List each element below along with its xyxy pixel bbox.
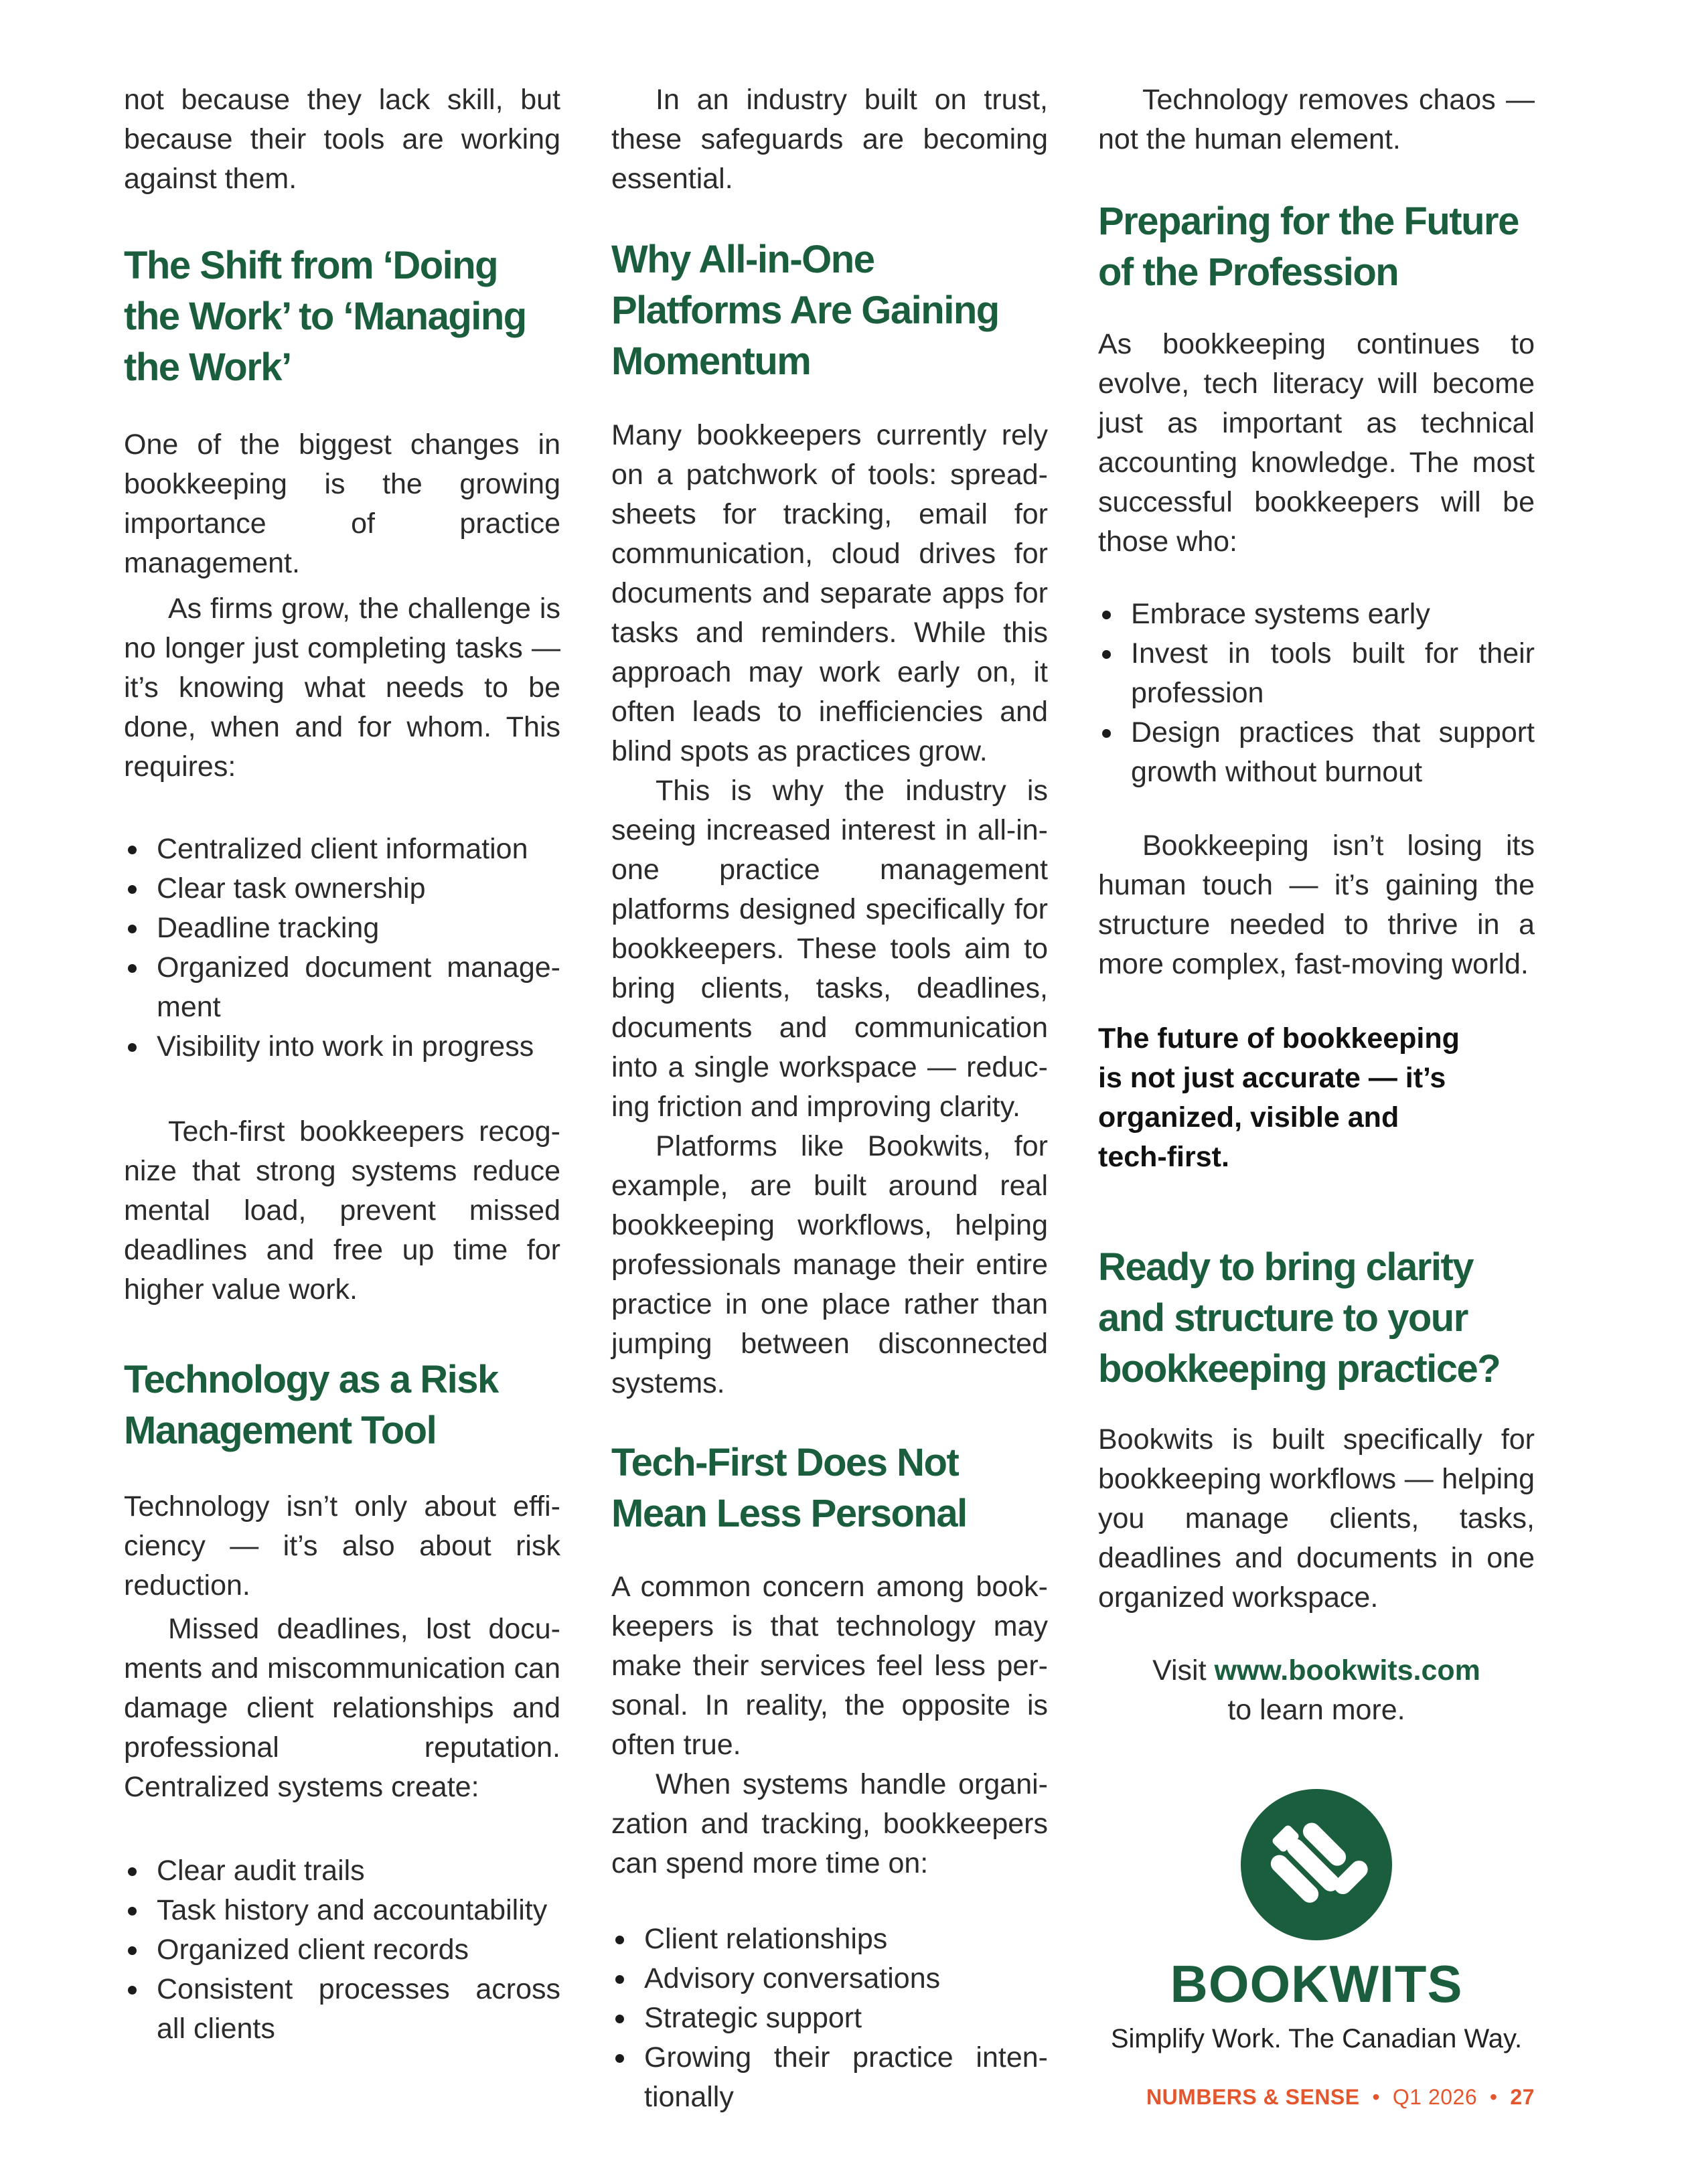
bullet-list [124, 830, 560, 1067]
bookwits-logo-icon [1241, 1789, 1392, 1940]
bullet-list [611, 1920, 1048, 2117]
paragraph: One of the biggest changes in bookkeeping is the growing importance of practice management. [124, 428, 560, 579]
visit-suffix: to learn more. [1227, 1694, 1405, 1726]
list-item: Clear task ownership [124, 869, 560, 909]
paragraph: A common concern among bookkeepers is that technology may make their services feel less personal. In reality, the opposite is often true. [611, 1571, 1048, 1761]
paragraph: In an industry built on trust, these safeguards are becoming essential. [611, 84, 1048, 195]
list-item: Invest in tools built for their profession [1098, 634, 1535, 713]
paragraph: Bookkeeping isn’t losing its human touch — it’s gaining the structure needed to thrive in a more complex, fast-moving world. [1098, 830, 1535, 980]
paragraph: Bookwits is built specifically for bookkeeping workflows — helping you manage clients, tasks, deadlines and documents in one organized workspace. [1098, 1423, 1535, 1614]
list-item: Consistent processes across all clients [124, 1970, 560, 2049]
list-item: Embrace systems early [1098, 595, 1535, 634]
paragraph: Tech-first bookkeepers recognize that strong systems reduce mental load, prevent missed deadlines and free up time for higher value work. [124, 1115, 560, 1306]
list-item: Organized client records [124, 1930, 560, 1970]
separator: • [1372, 2085, 1381, 2109]
list-item: Task history and accountability [124, 1891, 560, 1930]
bullet-list [1098, 595, 1535, 792]
list-item: Client relationships [611, 1920, 1048, 1959]
list-item: Growing their practice intentionally [611, 2038, 1048, 2117]
list-item: Organized document management [124, 948, 560, 1027]
column-3 [1098, 0, 1535, 2055]
page-number: 27 [1510, 2085, 1535, 2109]
paragraph: Technology removes chaos — not the human element. [1098, 84, 1535, 155]
paragraph: This is why the industry is seeing increased interest in all-in-one practice management platforms designed specifically for bookkeepers. These tools aim to bring clients, tasks, deadlines, documents and communication into a single workspace — reducing friction and improving clarity. [611, 775, 1048, 1123]
visit-prefix: Visit [1152, 1654, 1215, 1687]
paragraph: Many bookkeepers currently rely on a patchwork of tools: spreadsheets for tracking, email for communication, cloud drives for documents and separate apps for tasks and reminders. While this approach may work early on, it often leads to inefficiencies and blind spots as practices grow. [611, 419, 1048, 767]
list-item: Centralized client information [124, 830, 560, 869]
section-heading: Technology as a Risk Management Tool [124, 1358, 498, 1452]
brand-tagline: Simplify Work. The Canadian Way. [1110, 2024, 1523, 2053]
column-2 [611, 0, 1048, 2117]
section-heading: Why All-in-One Platforms Are Gaining Momentum [611, 238, 999, 383]
website-link[interactable]: www.bookwits.com [1214, 1654, 1480, 1687]
pull-quote: The future of bookkeeping is not just accurate — it’s organized, visible and tech-first. [1098, 1022, 1460, 1173]
publication-name: NUMBERS & SENSE [1146, 2085, 1360, 2109]
page-footer [1146, 2085, 1535, 2110]
bullet-list [124, 1851, 560, 2049]
paragraph: When systems handle organization and tracking, bookkeepers can spend more time on: [611, 1768, 1048, 1879]
paragraph: not because they lack skill, but because their tools are working against them. [124, 84, 560, 195]
list-item: Deadline tracking [124, 909, 560, 948]
paragraph: As bookkeeping continues to evolve, tech literacy will become just as important as technical accounting knowledge. The most successful bookkeepers will be those who: [1098, 328, 1535, 558]
column-1 [124, 0, 560, 2049]
issue: Q1 2026 [1392, 2085, 1478, 2109]
paragraph: As firms grow, the challenge is no longer just completing tasks — it’s knowing what needs to be done, when and for whom. This requires: [124, 593, 560, 783]
section-heading: The Shift from ‘Doing the Work’ to ‘Managing the Work’ [124, 244, 526, 389]
separator: • [1489, 2085, 1498, 2109]
list-item: Advisory conversations [611, 1959, 1048, 1999]
list-item: Design practices that support growth without burnout [1098, 713, 1535, 792]
cta-heading: Ready to bring clarity and structure to your bookkeeping practice? [1098, 1245, 1501, 1391]
list-item: Visibility into work in progress [124, 1027, 560, 1067]
list-item: Clear audit trails [124, 1851, 560, 1891]
brand-name: BOOKWITS [1170, 1954, 1463, 2013]
paragraph: Missed deadlines, lost documents and miscommunication can damage client relationships and professional reputation. Centralized systems create: [124, 1613, 560, 1803]
list-item: Strategic support [611, 1999, 1048, 2038]
section-heading: Tech-First Does Not Mean Less Personal [611, 1441, 967, 1535]
paragraph: Technology isn’t only about efficiency — it’s also about risk reduction. [124, 1490, 560, 1602]
section-heading: Preparing for the Future of the Profession [1098, 200, 1519, 294]
paragraph: Platforms like Bookwits, for example, are built around real bookkeeping workflows, helping professionals manage their entire practice in one place rather than jumping between disconnected systems. [611, 1130, 1048, 1399]
visit-line [1098, 1651, 1535, 1730]
